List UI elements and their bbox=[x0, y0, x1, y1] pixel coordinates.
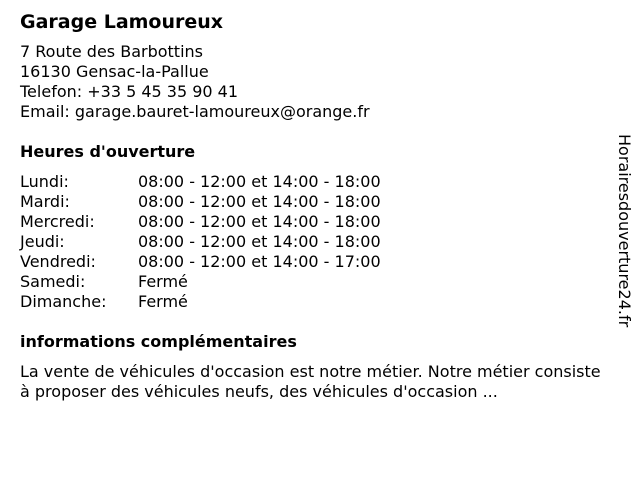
hours-row-wednesday bbox=[20, 212, 610, 232]
address-street: 7 Route des Barbottins bbox=[20, 42, 203, 61]
day-label: Dimanche: bbox=[20, 292, 107, 311]
day-label: Mardi: bbox=[20, 192, 70, 211]
contact-block bbox=[20, 42, 610, 122]
info-heading: informations complémentaires bbox=[20, 332, 297, 351]
day-label: Vendredi: bbox=[20, 252, 96, 271]
info-description: La vente de véhicules d'occasion est notre métier. Notre métier consiste à proposer des véhicules neufs, des véhicules d'occasion ... bbox=[20, 362, 601, 401]
day-hours: Fermé bbox=[138, 292, 188, 311]
email-line: Email: garage.bauret-lamoureux@orange.fr bbox=[20, 102, 370, 121]
day-hours: 08:00 - 12:00 et 14:00 - 17:00 bbox=[138, 252, 381, 271]
hours-row-thursday bbox=[20, 232, 610, 252]
hours-row-monday bbox=[20, 172, 610, 192]
hours-row-sunday bbox=[20, 292, 610, 312]
day-label: Mercredi: bbox=[20, 212, 95, 231]
business-name: Garage Lamoureux bbox=[20, 11, 224, 33]
site-watermark: Horairesdouverture24.fr bbox=[615, 134, 634, 328]
hours-row-friday bbox=[20, 252, 610, 272]
day-hours: 08:00 - 12:00 et 14:00 - 18:00 bbox=[138, 212, 381, 231]
day-label: Lundi: bbox=[20, 172, 69, 191]
phone-line: Telefon: +33 5 45 35 90 41 bbox=[20, 82, 239, 101]
day-label: Jeudi: bbox=[20, 232, 65, 251]
address-city: 16130 Gensac-la-Pallue bbox=[20, 62, 209, 81]
hours-heading: Heures d'ouverture bbox=[20, 142, 196, 161]
day-label: Samedi: bbox=[20, 272, 86, 291]
day-hours: 08:00 - 12:00 et 14:00 - 18:00 bbox=[138, 172, 381, 191]
business-card bbox=[20, 10, 610, 402]
hours-table bbox=[20, 172, 610, 312]
day-hours: Fermé bbox=[138, 272, 188, 291]
day-hours: 08:00 - 12:00 et 14:00 - 18:00 bbox=[138, 232, 381, 251]
hours-row-saturday bbox=[20, 272, 610, 292]
day-hours: 08:00 - 12:00 et 14:00 - 18:00 bbox=[138, 192, 381, 211]
hours-row-tuesday bbox=[20, 192, 610, 212]
